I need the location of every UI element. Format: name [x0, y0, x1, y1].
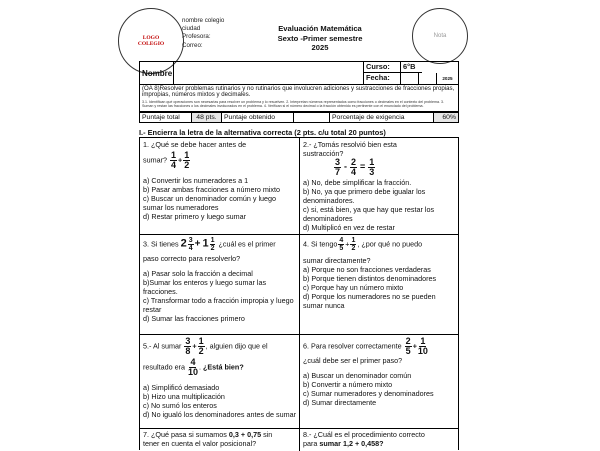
questions-grid — [139, 137, 459, 450]
option-c[interactable]: c) Porque hay un número mixto — [303, 283, 404, 292]
fraction — [334, 158, 341, 177]
exigencia-value: 60% — [434, 113, 458, 122]
question-8 — [303, 430, 457, 448]
question-5-line1: 5.- Al sumar $\frac{3}{8}$ + $\frac{1}{2}$ , alguien dijo que el — [143, 336, 268, 356]
denominator: 7 — [335, 167, 341, 177]
title-line-3: 2025 — [311, 43, 329, 53]
date-year: 2025 — [436, 73, 458, 84]
fraction — [183, 151, 190, 170]
question-3-line1: 3. Si tienes 2 $\frac{3}{4}$ + 1 $\frac{1}{2}$ ¿cuál es el primer — [143, 237, 276, 252]
total-score-value: 48 pts. — [192, 113, 222, 122]
option-d[interactable]: d) Porque los numeradores no se pueden sumar nunca — [303, 292, 436, 310]
denominator: 4 — [351, 167, 357, 177]
numerator: 3 — [188, 237, 193, 244]
question-5 — [143, 337, 297, 419]
fraction — [405, 337, 412, 356]
option-c[interactable]: c) Sumar numeradores y denominadores — [303, 389, 434, 398]
question-6-line2: ¿cuál debe ser el primer paso? — [303, 356, 403, 365]
question-6 — [303, 337, 457, 407]
question-2 — [303, 140, 457, 232]
question-1-text: 1. ¿Qué se debe hacer antes de — [143, 140, 247, 149]
denominator: 2 — [351, 245, 356, 252]
question-5-tail: alguien dijo que el — [209, 341, 268, 351]
question-1-sumar: sumar? — [143, 155, 167, 165]
numerator: 1 — [198, 336, 204, 346]
question-8-qmark: ? — [379, 439, 384, 448]
total-score-label: Puntaje total — [140, 113, 192, 122]
course-value: 6°B — [400, 62, 422, 73]
denominator: 4 — [188, 245, 193, 252]
option-b[interactable]: b) No, ya que primero debe igualar los denominadores. — [303, 187, 426, 205]
fraction — [418, 337, 428, 356]
question-5-ask: ¿Está bien? — [202, 362, 244, 372]
question-7 — [143, 430, 297, 448]
denominator: 10 — [187, 367, 198, 377]
title-line-1: Evaluación Matemática — [278, 24, 362, 33]
question-4-line2: sumar directamente? — [303, 256, 371, 265]
numerator: 1 — [420, 336, 426, 346]
grade-label: Nota — [433, 33, 447, 39]
question-7-line1 — [143, 430, 297, 439]
option-a[interactable]: a) No, debe simplificar la fracción. — [303, 178, 412, 187]
question-5-line2: resultado era $\frac{4}{10}$ . ¿Está bien? — [143, 357, 244, 377]
question-4-line1: 4. Si tengo $\frac{4}{5}$ + $\frac{1}{2}$ , ¿por qué no puedo — [303, 237, 423, 252]
option-c[interactable]: c) si, está bien, ya que hay que restar los denominadores — [303, 205, 435, 223]
question-8-numbers: sumar 1,2 + 0,458 — [319, 439, 380, 448]
option-d[interactable]: d) Sumar las fracciones primero — [143, 314, 245, 323]
denominator: 10 — [417, 346, 428, 356]
denominator: 5 — [339, 245, 344, 252]
option-a[interactable]: a) Porque no son fracciones verdaderas — [303, 265, 431, 274]
school-info — [182, 17, 224, 50]
fraction — [184, 337, 191, 356]
grade-circle — [412, 8, 468, 64]
column-divider — [299, 138, 300, 451]
row-divider — [140, 428, 458, 429]
option-d[interactable]: d) No igualó los denominadores antes de sumar — [143, 410, 297, 419]
question-4-tail: ¿por qué no puedo — [361, 239, 423, 249]
row-divider — [140, 234, 458, 235]
numerator: 2 — [405, 336, 411, 346]
option-d[interactable]: d) Sumar directamente — [303, 398, 377, 407]
denominator: 8 — [185, 346, 191, 356]
logo-text-2: COLEGIO — [137, 41, 165, 47]
date-label: Fecha: — [363, 73, 400, 84]
option-b[interactable]: b) Convertir a número mixto — [303, 380, 393, 389]
row-divider — [140, 334, 458, 335]
denominator: 2 — [184, 160, 190, 170]
fraction — [170, 151, 177, 170]
question-2-equation: $\frac{3}{7}$ - $\frac{2}{4}$ = $\frac{1}{3}$ — [335, 157, 375, 177]
question-8-para: para — [303, 439, 318, 448]
question-3-tail: ¿cuál es el primer — [218, 239, 276, 249]
date-month-input[interactable] — [418, 73, 436, 84]
fraction — [350, 158, 357, 177]
question-8-line1: 8.- ¿Cuál es el procedimiento correcto — [303, 430, 425, 439]
teacher-field: Profesora: — [182, 33, 211, 41]
option-a[interactable]: a) Simplificó demasiado — [143, 383, 220, 392]
option-c[interactable]: c) No sumó los enteros — [143, 401, 217, 410]
option-b[interactable]: b)Sumar los enteros y luego sumar las fracciones. — [143, 278, 267, 296]
numerator: 4 — [339, 237, 344, 244]
question-3-line2: paso correcto para resolverlo? — [143, 254, 241, 263]
question-2-line2: sustracción? — [303, 149, 344, 158]
question-3 — [143, 237, 297, 323]
numerator: 1 — [170, 150, 176, 160]
question-5-result-label: resultado era — [143, 362, 185, 372]
denominator: 4 — [170, 160, 176, 170]
numerator: 1 — [369, 157, 375, 167]
name-input[interactable] — [174, 62, 363, 84]
numerator: 3 — [335, 157, 341, 167]
option-a[interactable]: a) Pasar solo la fracción a decimal — [143, 269, 253, 278]
school-name: nombre colegio — [182, 17, 225, 24]
question-3-text: 3. Si tienes — [143, 239, 179, 249]
name-label: Nombre — [140, 62, 174, 84]
question-4 — [303, 237, 457, 310]
question-5-text: 5.- Al sumar — [143, 341, 182, 351]
course-label: Curso: — [363, 62, 400, 73]
denominator: 2 — [198, 346, 204, 356]
option-b[interactable]: b) Porque tienen distintos denominadores — [303, 274, 437, 283]
question-8-line2 — [303, 439, 457, 448]
obtained-score-label: Puntaje obtenido — [222, 113, 294, 122]
whole-number: 1 — [202, 237, 209, 250]
question-1 — [143, 140, 297, 221]
student-info-table — [139, 61, 459, 85]
learning-objective — [139, 84, 459, 112]
date-day-input[interactable] — [400, 73, 418, 84]
section-title: I.- Encierra la letra de la alternativa correcta (2 pts. c/u total 20 puntos) — [139, 128, 386, 137]
denominator: 2 — [210, 245, 215, 252]
denominator: 3 — [369, 167, 375, 177]
logo-text-1: LOGO — [142, 34, 160, 41]
score-table — [139, 112, 459, 123]
numerator: 1 — [184, 150, 190, 160]
fraction — [188, 237, 194, 252]
page-title — [270, 24, 370, 53]
option-d[interactable]: d) Restar primero y luego sumar — [143, 212, 247, 221]
question-6-text: 6. Para resolver correctamente — [303, 341, 402, 351]
fraction — [210, 237, 216, 252]
fraction — [198, 337, 205, 356]
whole-number: 2 — [180, 237, 187, 250]
option-a[interactable]: a) Buscar un denominador común — [303, 371, 412, 380]
denominator: 5 — [405, 346, 411, 356]
question-7-line2: tener en cuenta el valor posicional? — [143, 439, 257, 448]
fraction — [350, 237, 356, 252]
option-b[interactable]: b) Pasar ambas fracciones a número mixto — [143, 185, 281, 194]
question-7-text: 7. ¿Qué pasa si sumamos — [143, 430, 227, 439]
option-c[interactable]: c) Buscar un denominador común y luego sumar los numeradores — [143, 194, 277, 212]
question-1-line2: sumar? $\frac{1}{4}$ + $\frac{1}{2}$ — [143, 150, 190, 170]
school-city: ciudad — [182, 25, 201, 33]
objective-indicators: 3.1. Identifican qué operaciones son necesarias para resolver un problema y lo resuelven. 2. Interpretan números representados como fracciones o decimales en el contexto del problema. 3. Suman y restan las fracciones o los decimales involucrados en el problema. 4. Verifican si el número decimal o la fracción obtenido es pertinente con el enunciado del problema. — [142, 99, 445, 108]
option-a[interactable]: a) Convertir los numeradores a 1 — [143, 176, 249, 185]
fraction — [188, 358, 198, 377]
question-2-text: 2.- ¿Tomás resolvió bien esta — [303, 140, 397, 149]
numerator: 4 — [190, 357, 196, 367]
numerator: 3 — [185, 336, 191, 346]
title-line-2: Sexto -Primer semestre — [277, 33, 363, 43]
option-c[interactable]: c) Transformar todo a fracción impropia y luego restar — [143, 296, 294, 314]
numerator: 1 — [351, 237, 356, 244]
option-b[interactable]: b) Hizo una multiplicación — [143, 392, 225, 401]
question-7-numbers: 0,3 + 0,75 — [228, 430, 262, 439]
question-4-text: 4. Si tengo — [303, 239, 338, 249]
fraction — [338, 237, 344, 252]
objective-main: (OA 8)Resolver problemas rutinarios y no rutinarios que involucren adiciones y sustracciones de fracciones propias, impropias, números mixtos y decimales. — [142, 85, 455, 99]
numerator: 1 — [210, 237, 215, 244]
obtained-score-input[interactable] — [294, 113, 330, 122]
question-6-line1: 6. Para resolver correctamente $\frac{2}{5}$ + $\frac{1}{10}$ — [303, 336, 428, 356]
numerator: 2 — [351, 157, 357, 167]
question-7-tail: sin — [263, 430, 273, 439]
email-field: Correo: — [182, 41, 203, 49]
option-d[interactable]: d) Multiplicó en vez de restar — [303, 223, 395, 232]
exigencia-label: Porcentaje de exigencia — [330, 113, 434, 122]
fraction — [368, 158, 375, 177]
